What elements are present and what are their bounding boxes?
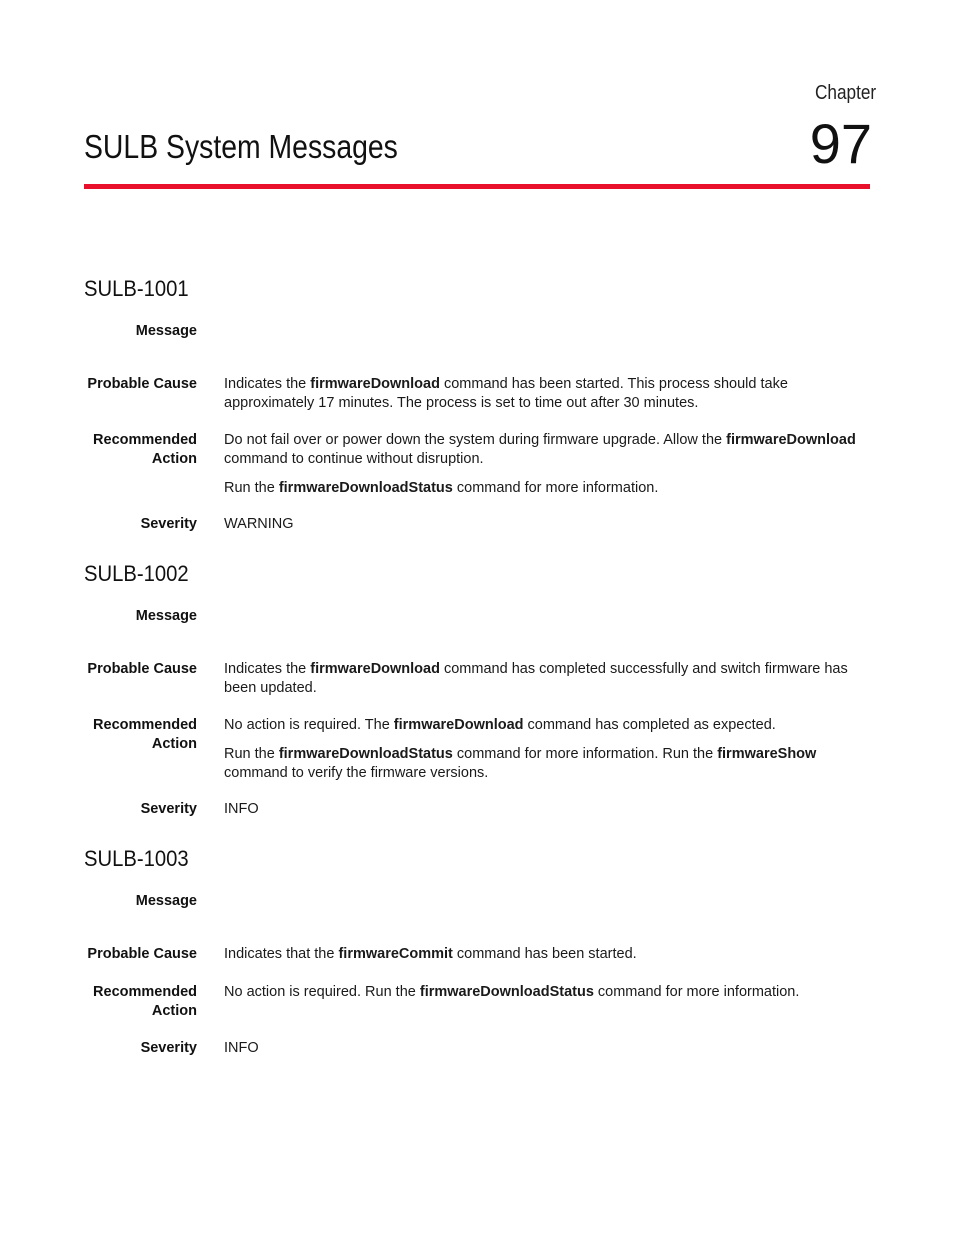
probable-cause-label: Probable Cause	[87, 661, 197, 677]
recommended-action-label: Recommended Action	[93, 717, 197, 752]
page-title: SULB System Messages	[84, 128, 398, 165]
recommended-action-text: Do not fail over or power down the system during firmware upgrade. Allow the firmwareDownload command to continue without disruption. Run the firmwareDownloadStatus command for more information.	[224, 432, 856, 496]
command-name: firmwareCommit	[338, 946, 453, 962]
severity-value: INFO	[224, 1040, 259, 1056]
chapter-number: 97	[809, 112, 872, 175]
section-heading: SULB-1001	[84, 276, 189, 301]
severity-label: Severity	[140, 516, 197, 532]
recommended-action-text: No action is required. Run the firmwareDownloadStatus command for more information.	[224, 984, 800, 1000]
probable-cause-text: Indicates the firmwareDownload command has been started. This process should take approximately 17 minutes. The process is set to time out after 30 minutes.	[224, 376, 788, 411]
severity-label: Severity	[140, 1040, 197, 1056]
message-label: Message	[135, 323, 197, 339]
probable-cause-label: Probable Cause	[87, 946, 197, 962]
command-name: firmwareDownload	[726, 432, 856, 448]
command-name: firmwareDownload	[393, 717, 524, 733]
severity-value: INFO	[224, 801, 259, 817]
message-label: Message	[135, 893, 197, 909]
command-name: firmwareDownloadStatus	[278, 480, 453, 496]
recommended-action-text: No action is required. The firmwareDownload command has completed as expected. Run the firmwareDownloadStatus command for more information. Run the firmwareShow command to verify the firmware versions.	[224, 717, 817, 781]
recommended-action-label: Recommended Action	[93, 432, 197, 467]
command-name: firmwareShow	[717, 746, 817, 762]
severity-label: Severity	[140, 801, 197, 817]
section-heading: SULB-1003	[84, 846, 189, 871]
probable-cause-text: Indicates that the firmwareCommit command has been started.	[224, 946, 637, 962]
probable-cause-label: Probable Cause	[87, 376, 197, 392]
section-heading: SULB-1002	[84, 561, 189, 586]
command-name: firmwareDownloadStatus	[278, 746, 453, 762]
severity-value: WARNING	[224, 516, 294, 532]
command-name: firmwareDownload	[310, 661, 440, 677]
title-divider	[84, 184, 870, 189]
command-name: firmwareDownloadStatus	[419, 984, 594, 1000]
chapter-label: Chapter	[814, 82, 876, 104]
message-label: Message	[135, 608, 197, 624]
probable-cause-text: Indicates the firmwareDownload command has completed successfully and switch firmware has been updated.	[224, 661, 848, 696]
recommended-action-label: Recommended Action	[93, 984, 197, 1019]
command-name: firmwareDownload	[310, 376, 440, 392]
